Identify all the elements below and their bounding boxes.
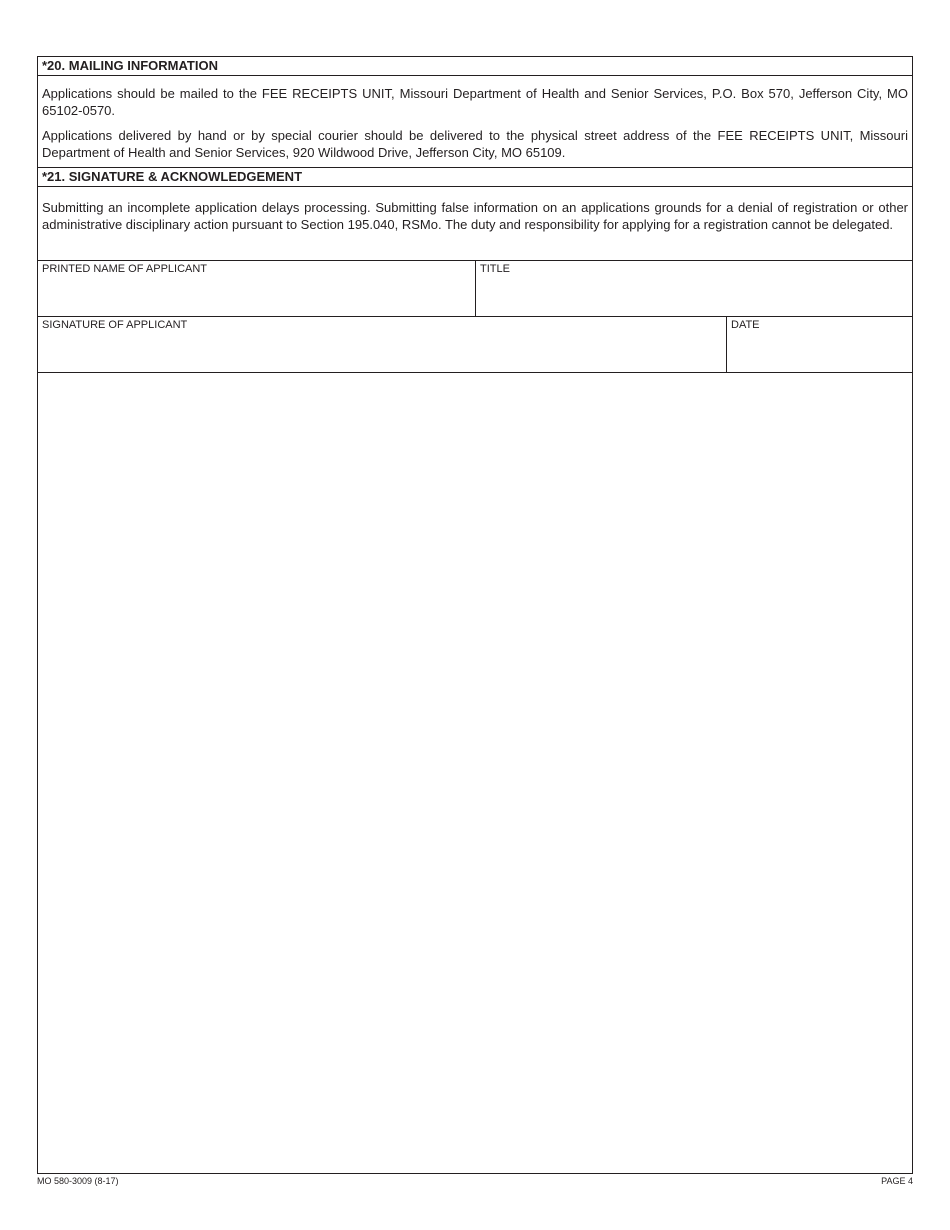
page-number: PAGE 4 (881, 1176, 913, 1186)
mailing-paragraph-2: Applications delivered by hand or by special courier should be delivered to the physical street address of the FEE RECEIPTS UNIT, Missouri Department of Health and Senior Services, 920 Wildwood Drive, Jefferson City, MO 65109. (42, 128, 908, 160)
mailing-information-body (38, 76, 912, 168)
form-number: MO 580-3009 (8-17) (37, 1176, 119, 1186)
signature-field[interactable] (38, 317, 727, 372)
date-label: DATE (731, 319, 760, 331)
printed-name-label: PRINTED NAME OF APPLICANT (42, 263, 208, 275)
title-label: TITLE (480, 263, 510, 275)
printed-name-field[interactable] (38, 261, 476, 316)
mailing-paragraph-1: Applications should be mailed to the FEE RECEIPTS UNIT, Missouri Department of Health and Senior Services, P.O. Box 570, Jefferson City, MO 65102-0570. (42, 86, 908, 118)
form-container (37, 56, 913, 1174)
acknowledgement-text: Submitting an incomplete application delays processing. Submitting false information on an applications grounds for a denial of registration or other administrative disciplinary action pursuant to Section 195.040, RSMo. The duty and responsibility for applying for a registration cannot be delegated. (42, 200, 908, 232)
acknowledgement-body (38, 187, 912, 261)
signature-acknowledgement-header: *21. SIGNATURE & ACKNOWLEDGEMENT (38, 168, 912, 187)
mailing-information-header: *20. MAILING INFORMATION (38, 57, 912, 76)
name-title-row (38, 261, 912, 317)
signature-label: SIGNATURE OF APPLICANT (42, 319, 188, 331)
blank-area (38, 373, 912, 1173)
date-field[interactable] (727, 317, 912, 372)
title-field[interactable] (476, 261, 912, 316)
signature-date-row (38, 317, 912, 373)
